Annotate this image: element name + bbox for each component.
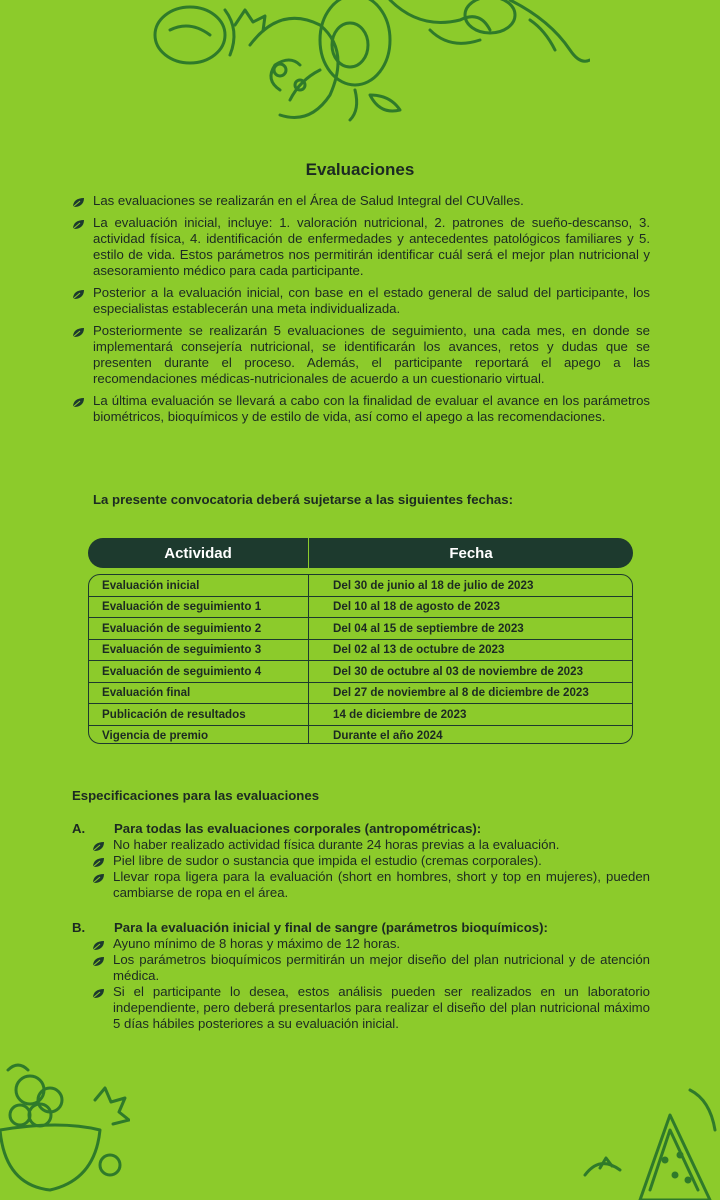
column-header-activity: Actividad <box>88 538 309 568</box>
bullet-text: Las evaluaciones se realizarán en el Área de Salud Integral del CUValles. <box>93 193 524 208</box>
table-row <box>89 704 632 726</box>
bullet-text: Piel libre de sudor o sustancia que impida el estudio (cremas corporales). <box>113 853 542 868</box>
page-title: Evaluaciones <box>305 160 415 179</box>
table-row <box>89 618 632 640</box>
list-item <box>92 837 650 853</box>
table-row <box>89 683 632 705</box>
bullet-text: Posterior a la evaluación inicial, con base en el estado general de salud del participante, los especialistas establecerán una meta individualizada. <box>93 285 650 316</box>
table-row <box>89 640 632 662</box>
list-item <box>72 215 650 279</box>
bullet-text: Posteriormente se realizarán 5 evaluaciones de seguimiento, una cada mes, en donde se implementará consejería nutricional, se identificarán los avances, retos y dudas que se presenten durante el proceso. Además, el participante reportará el apego a las recomendaciones médicas-nutricionales de acuerdo a un cuestionario virtual. <box>93 323 650 386</box>
watermelon-illustration <box>580 1080 720 1200</box>
date-cell: Del 02 al 13 de octubre de 2023 <box>333 643 505 657</box>
fruit-bowl-illustration <box>0 1060 130 1200</box>
leaf-bullet-icon <box>92 871 105 889</box>
date-cell: Del 30 de octubre al 03 de noviembre de 2023 <box>333 664 584 678</box>
table-row <box>89 597 632 619</box>
activity-cell: Publicación de resultados <box>89 704 309 725</box>
leaf-bullet-icon <box>72 395 85 413</box>
specifications-title: Especificaciones para las evaluaciones <box>72 788 320 803</box>
list-item <box>92 869 650 901</box>
dates-intro: La presente convocatoria deberá sujetarse a las siguientes fechas: <box>93 492 513 507</box>
bullet-text: La última evaluación se llevará a cabo con la finalidad de evaluar el avance en los parámetros biométricos, bioquímicos y de estilo de vida, así como el apego a las recomendaciones. <box>93 393 650 424</box>
section-a <box>72 821 650 901</box>
leaf-bullet-icon <box>72 217 85 235</box>
bullet-text: Los parámetros bioquímicos permitirán un mejor diseño del plan nutricional y de atención médica. <box>113 952 650 983</box>
list-item <box>92 984 650 1032</box>
activity-cell: Evaluación inicial <box>89 575 309 596</box>
bullet-text: Llevar ropa ligera para la evaluación (short en hombres, short y top en mujeres), pueden cambiarse de ropa en el área. <box>113 869 650 900</box>
bullet-text: Ayuno mínimo de 8 horas y máximo de 12 horas. <box>113 936 401 951</box>
section-letter: A. <box>72 821 86 836</box>
bullet-text: Si el participante lo desea, estos análisis pueden ser realizados en un laboratorio independiente, pero deberá presentarlos para realizar el diseño del plan nutricional máximo 5 días hábiles posteriores a su evaluación inicial. <box>113 984 650 1031</box>
list-item <box>72 285 650 317</box>
list-item <box>72 323 650 387</box>
leaf-bullet-icon <box>92 986 105 1004</box>
leaf-bullet-icon <box>72 325 85 343</box>
section-heading <box>72 821 650 837</box>
section-letter: B. <box>72 920 86 935</box>
list-item <box>72 193 650 209</box>
section-heading <box>72 920 650 936</box>
list-item <box>92 936 650 952</box>
schedule-table-header <box>88 538 633 568</box>
list-item <box>72 393 650 425</box>
list-item <box>92 853 650 869</box>
activity-cell: Evaluación de seguimiento 2 <box>89 618 309 639</box>
activity-cell: Evaluación de seguimiento 4 <box>89 661 309 682</box>
date-cell: Del 04 al 15 de septiembre de 2023 <box>333 621 524 635</box>
date-cell: Del 27 de noviembre al 8 de diciembre de 2023 <box>333 686 589 700</box>
leaf-bullet-icon <box>72 195 85 213</box>
bullet-text: La evaluación inicial, incluye: 1. valoración nutricional, 2. patrones de sueño-descanso, 3. actividad física, 4. identificación de enfermedades y antecedentes patológicos familiares y 5. estilo de vida. Estos parámetros nos permitirán identificar cuál será el mejor plan nutricional y asesoramiento médico para cada participante. <box>93 215 650 278</box>
leaf-bullet-icon <box>92 954 105 972</box>
date-cell: Del 10 al 18 de agosto de 2023 <box>333 600 500 614</box>
date-cell: Durante el año 2024 <box>333 729 443 743</box>
activity-cell: Evaluación de seguimiento 3 <box>89 640 309 661</box>
activity-cell: Vigencia de premio <box>89 726 309 745</box>
date-cell: 14 de diciembre de 2023 <box>333 707 467 721</box>
bullet-text: No haber realizado actividad física durante 24 horas previas a la evaluación. <box>113 837 560 852</box>
activity-cell: Evaluación de seguimiento 1 <box>89 597 309 618</box>
table-row <box>89 661 632 683</box>
table-row <box>89 726 632 745</box>
section-heading-text: Para todas las evaluaciones corporales (antropométricas): <box>114 821 482 836</box>
section-b <box>72 920 650 1032</box>
table-row <box>89 575 632 597</box>
leaf-bullet-icon <box>72 287 85 305</box>
date-cell: Del 30 de junio al 18 de julio de 2023 <box>333 578 534 592</box>
list-item <box>92 952 650 984</box>
section-heading-text: Para la evaluación inicial y final de sangre (parámetros bioquímicos): <box>114 920 548 935</box>
column-header-date: Fecha <box>449 544 493 562</box>
activity-cell: Evaluación final <box>89 683 309 704</box>
vegetables-illustration <box>130 0 590 125</box>
schedule-table <box>88 574 633 744</box>
evaluation-bullet-list <box>72 193 650 431</box>
